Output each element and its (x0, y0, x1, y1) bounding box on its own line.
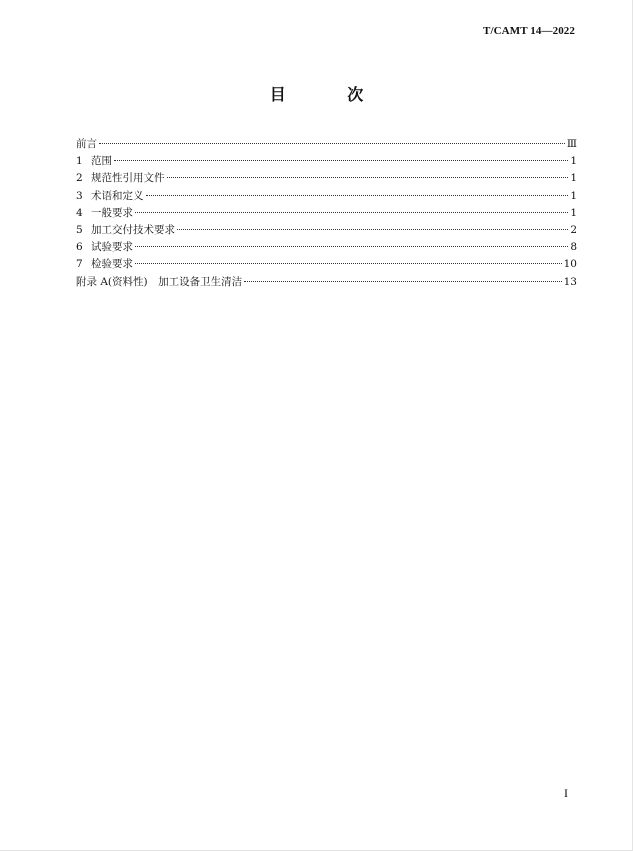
toc-entry-3[interactable] (76, 188, 577, 205)
toc-leader-dots (167, 177, 569, 178)
toc-leader-dots (135, 212, 568, 213)
document-code: T/CAMT 14—2022 (483, 25, 575, 37)
toc-entry-number: 5 (76, 223, 83, 236)
toc-leader-dots (135, 263, 562, 264)
toc-entry-page: 13 (563, 275, 577, 288)
toc-entry-6[interactable] (76, 239, 577, 256)
toc-entry-number: 7 (76, 258, 83, 271)
toc-entry-page: 1 (570, 189, 577, 202)
toc-entry-foreword[interactable] (76, 136, 577, 153)
toc-entry-page: 1 (570, 206, 577, 219)
toc-entry-5[interactable] (76, 222, 577, 239)
toc-entry-7[interactable] (76, 256, 577, 273)
toc-entry-label: 范围 (91, 155, 112, 168)
toc-leader-dots (114, 160, 568, 161)
toc-entry-appendix-a[interactable] (76, 274, 577, 291)
toc-leader-dots (177, 229, 568, 230)
toc-entry-2[interactable] (76, 170, 577, 187)
toc-entry-page: 8 (570, 241, 577, 254)
toc-entry-page: Ⅲ (566, 138, 577, 150)
toc-entry-number: 1 (76, 155, 83, 168)
toc-leader-dots (146, 195, 569, 196)
toc-entry-page: 2 (570, 223, 577, 236)
toc-entry-page: 1 (570, 172, 577, 185)
toc-entry-label: 前言 (76, 138, 97, 150)
toc-leader-dots (244, 281, 562, 282)
toc-leader-dots (99, 143, 565, 144)
toc-entry-page: 10 (563, 258, 577, 271)
toc-entry-label: 规范性引用文件 (91, 172, 165, 185)
toc-entry-number: 4 (76, 206, 83, 219)
toc-entry-number: 3 (76, 189, 83, 202)
toc-entry-label: 一般要求 (91, 206, 133, 219)
toc-entry-label: 检验要求 (91, 258, 133, 271)
toc-entry-label: 术语和定义 (91, 189, 144, 202)
toc-entry-label: 附录 A(资料性) 加工设备卫生清洁 (76, 275, 243, 288)
page-number: I (564, 786, 568, 800)
toc-entry-number: 2 (76, 172, 83, 185)
toc-entry-page: 1 (570, 155, 577, 168)
toc-entry-1[interactable] (76, 153, 577, 170)
toc-entry-number: 6 (76, 241, 83, 254)
toc-entry-4[interactable] (76, 205, 577, 222)
page-title: 目 次 (269, 85, 392, 104)
toc-entry-label: 试验要求 (91, 241, 133, 254)
table-of-contents (76, 136, 577, 291)
toc-entry-label: 加工交付技术要求 (91, 223, 175, 236)
toc-leader-dots (135, 246, 568, 247)
